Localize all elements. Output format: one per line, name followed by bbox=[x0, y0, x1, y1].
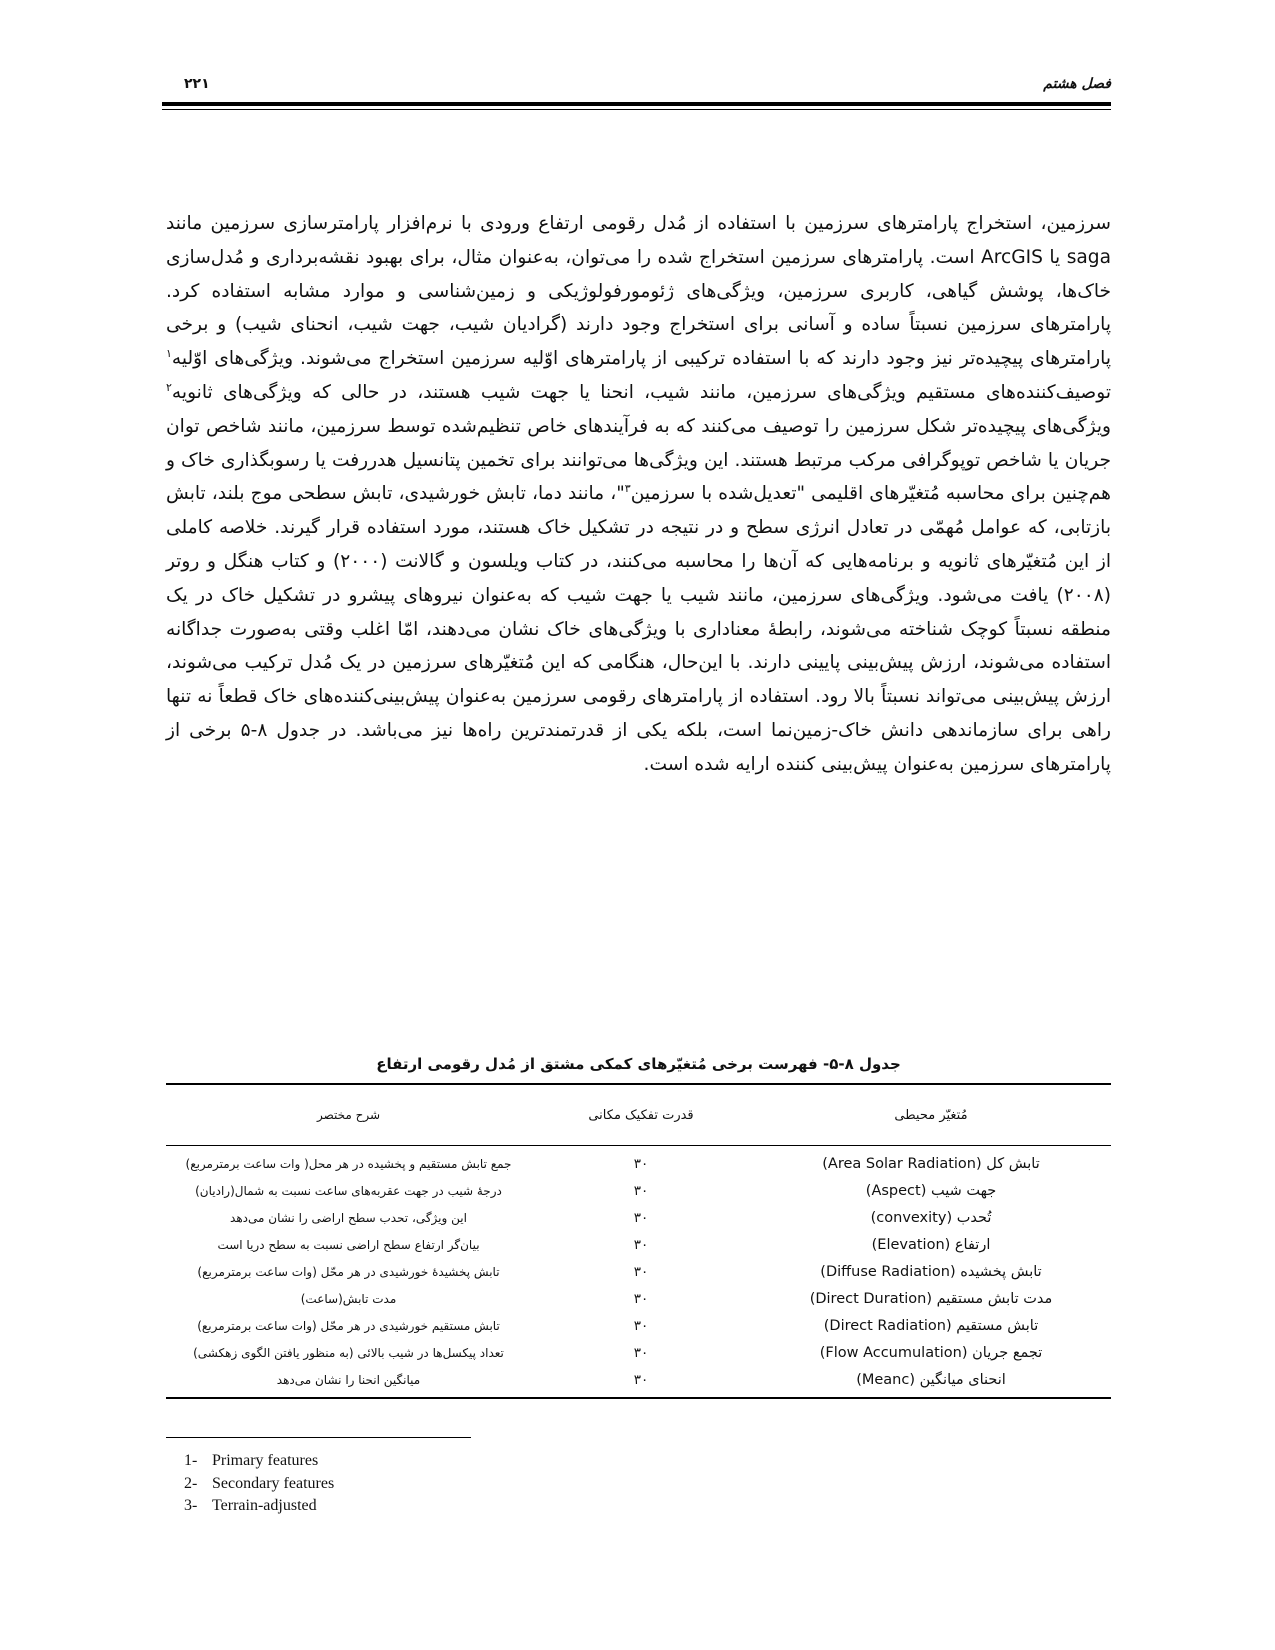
page-header bbox=[162, 70, 1111, 96]
cell-variable: تابش کل (Area Solar Radiation) bbox=[822, 1155, 1040, 1172]
cell-resolution: ۳۰ bbox=[633, 1344, 649, 1361]
table-row bbox=[166, 1366, 1111, 1393]
cell-description: این ویژگی، تحدب سطح اراضی را نشان می‌دهد bbox=[230, 1210, 467, 1225]
cell-variable: ارتفاع (Elevation) bbox=[871, 1236, 991, 1253]
footnote-text: Primary features bbox=[212, 1452, 319, 1469]
cell-description: تعداد پیکسل‌ها در شیب بالائی (به منظور یافتن الگوی زهکشی) bbox=[193, 1345, 504, 1360]
cell-variable: مدت تابش مستقیم (Direct Duration) bbox=[809, 1290, 1053, 1307]
cell-resolution: ۳۰ bbox=[633, 1155, 649, 1172]
footnote-text: Secondary features bbox=[212, 1474, 335, 1492]
cell-description: جمع تابش مستقیم و پخشیده در هر محل( وات ساعت برمترمربع) bbox=[185, 1156, 512, 1171]
header-variable: مُتغیّر محیطی bbox=[894, 1107, 968, 1123]
cell-resolution: ۳۰ bbox=[633, 1371, 649, 1388]
footnote-ref-3: ۳ bbox=[624, 482, 631, 496]
cell-resolution: ۳۰ bbox=[633, 1263, 649, 1280]
footnote-number: 1- bbox=[184, 1452, 198, 1469]
table-row bbox=[166, 1258, 1111, 1285]
footnote-rule bbox=[166, 1437, 471, 1438]
header-resolution: قدرت تفکیک مکانی bbox=[588, 1107, 694, 1123]
cell-description: تابش مستقیم خورشیدی در هر محّل (وات ساعت برمترمربع) bbox=[197, 1318, 500, 1333]
cell-description: تابش پخشیدهٔ خورشیدی در هر محّل (وات ساعت برمترمربع) bbox=[197, 1264, 500, 1279]
table-row bbox=[166, 1285, 1111, 1312]
header-rule-thin bbox=[162, 109, 1111, 110]
cell-variable: تجمع جریان (Flow Accumulation) bbox=[819, 1344, 1043, 1361]
table-row bbox=[166, 1339, 1111, 1366]
footnote-item bbox=[184, 1473, 684, 1496]
cell-variable: تُحدب (convexity) bbox=[870, 1209, 992, 1226]
page-number: ۲۲۱ bbox=[184, 76, 210, 92]
cell-description: درجهٔ شیب در جهت عقربه‌های ساعت نسبت به شمال(رادیان) bbox=[195, 1183, 502, 1198]
footnotes bbox=[184, 1450, 684, 1518]
cell-variable: تابش مستقیم (Direct Radiation) bbox=[823, 1317, 1039, 1334]
body-text-part-1: سرزمین، استخراج پارامترهای سرزمین با استفاده از مُدل رقومی ارتفاع ورودی با نرم‌افزار پارامترسازی سرزمین مانند saga یا ArcGIS است. پارامترهای سرزمین استخراج شده را می‌توان، به‌عنوان مثال، برای بهبود نقشه‌برداری و مُدل‌سازی خاک‌ها، پوشش گیاهی، کاربری سرزمین، ویژگی‌های ژئومورفولوژیکی و زمین‌شناسی و موارد مشابه استفاده کرد. پارامترهای سرزمین نسبتاً ساده و آسانی برای استخراج وجود دارند (گرادیان شیب، جهت شیب، انحنای شیب) و برخی پارامترهای پیچیده‌تر نیز وجود دارند که با استفاده ترکیبی از پارامترهای اوّلیه سرزمین استخراج می‌شوند. ویژگی‌های اوّلیه bbox=[166, 213, 1111, 370]
cell-description: بیان‌گر ارتفاع سطح اراضی نسبت به سطح دریا است bbox=[217, 1237, 480, 1252]
footnote-text: Terrain-adjusted bbox=[212, 1497, 317, 1514]
table-caption: جدول ۸-۵- فهرست برخی مُتغیّرهای کمکی مشتق از مُدل رقومی ارتفاع bbox=[376, 1055, 901, 1073]
body-text-part-4: "، مانند دما، تابش خورشیدی، تابش سطحی موج بلند، تابش بازتابی، که عوامل مُهمّی در تعادل انرژی سطح و در نتیجه در تشکیل خاک هستند، مورد استفاده قرار گیرند. خلاصه کاملی از این مُتغیّرهای ثانویه و برنامه‌هایی که آن‌ها را محاسبه می‌کنند، در کتاب ویلسون و گالانت (۲۰۰۰) و کتاب هنگل و روتر (۲۰۰۸) یافت می‌شود. ویژگی‌های سرزمین، مانند شیب یا جهت شیب که به‌عنوان نیروهای پیشرو در تشکیل خاک در یک منطقه نسبتاً کوچک شناخته می‌شوند، رابطهٔ معناداری با ویژگی‌های خاک نشان می‌دهند، امّا اغلب وقتی به‌صورت جداگانه استفاده می‌شوند، ارزش پیش‌بینی پایینی دارند. با این‌حال، هنگامی که این مُتغیّرهای سرزمین در یک مُدل ترکیب می‌شوند، ارزش پیش‌بینی می‌تواند نسبتاً بالا رود. استفاده از پارامترهای رقومی سرزمین به‌عنوان پیش‌بینی‌کننده‌های خاک قطعاً نه تنها راهی برای سازماندهی دانش خاک-زمین‌نما است، بلکه یکی از قدرتمندترین راه‌ها نیز می‌باشد. در جدول ۸-۵ برخی از پارامترهای سرزمین به‌عنوان پیش‌بینی کننده ارایه شده است. bbox=[166, 483, 1111, 775]
header-rule-thick bbox=[162, 102, 1111, 106]
table-row bbox=[166, 1231, 1111, 1258]
footnote-ref-1: ۱ bbox=[166, 347, 172, 360]
table-row bbox=[166, 1150, 1111, 1177]
table-bottom-rule bbox=[166, 1397, 1111, 1399]
cell-description: میانگین انحنا را نشان می‌دهد bbox=[276, 1372, 421, 1387]
table-row bbox=[166, 1204, 1111, 1231]
cell-variable: جهت شیب (Aspect) bbox=[865, 1182, 997, 1199]
cell-resolution: ۳۰ bbox=[633, 1236, 649, 1253]
footnote-item bbox=[184, 1450, 684, 1473]
cell-resolution: ۳۰ bbox=[633, 1290, 649, 1307]
variables-table bbox=[166, 1083, 1111, 1399]
body-paragraph bbox=[166, 207, 1111, 782]
chapter-title: فصل هشتم bbox=[1043, 76, 1111, 92]
footnote-ref-2: ۲ bbox=[166, 380, 172, 394]
cell-variable: انحنای میانگین (Meanc) bbox=[856, 1371, 1006, 1388]
footnote-number: 3- bbox=[184, 1497, 198, 1514]
cell-resolution: ۳۰ bbox=[633, 1209, 649, 1226]
footnote-number: 2- bbox=[184, 1474, 198, 1492]
table-row bbox=[166, 1312, 1111, 1339]
table-row bbox=[166, 1177, 1111, 1204]
table-body bbox=[166, 1146, 1111, 1397]
cell-variable: تابش پخشیده (Diffuse Radiation) bbox=[820, 1263, 1042, 1280]
footnote-item bbox=[184, 1495, 684, 1518]
header-description: شرح مختصر bbox=[316, 1108, 381, 1122]
cell-resolution: ۳۰ bbox=[633, 1182, 649, 1199]
cell-resolution: ۳۰ bbox=[633, 1317, 649, 1334]
cell-description: مدت تابش(ساعت) bbox=[300, 1291, 397, 1306]
body-text-part-3: ویژگی‌های پیچیده‌تر شکل سرزمین را توصیف می‌کنند که به فرآیندهای خاص تنظیم‌شده توسط سرزمین، مانند شاخص توان جریان یا شاخص توپوگرافی مرکب مرتبط هستند. این ویژگی‌ها می‌توانند برای تخمین پتانسیل هدررفت یا رسوبگذاری خاک و هم‌چنین برای محاسبه مُتغیّرهای اقلیمی "تعدیل‌شده با سرزمین bbox=[166, 415, 1111, 505]
body-text-part-2: توصیف‌کننده‌های مستقیم ویژگی‌های سرزمین، مانند شیب، انحنا یا جهت شیب هستند، در حالی که ویژگی‌های ثانویه bbox=[171, 381, 1111, 403]
table-header-row bbox=[166, 1085, 1111, 1145]
